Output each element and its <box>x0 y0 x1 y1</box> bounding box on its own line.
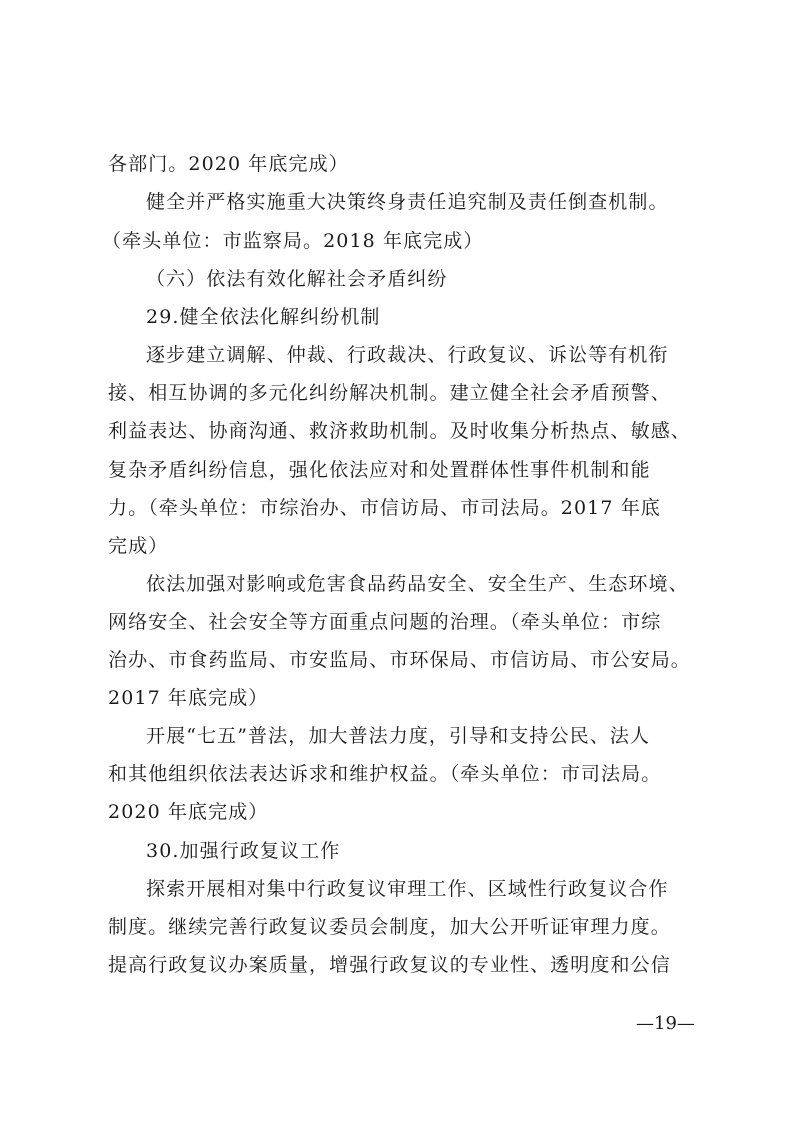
text-line: 2017 年底完成） <box>108 687 269 709</box>
text-line: 完成） <box>108 535 169 557</box>
paragraph-text: 探索开展相对集中行政复议审理工作、区域性行政复议合作 <box>146 878 669 900</box>
paragraph-text: 依法加强对影响或危害食品药品安全、安全生产、生态环境、 <box>146 573 689 595</box>
text-line: 制度。继续完善行政复议委员会制度，加大公开听证审理力度。 <box>108 916 671 938</box>
subsection-heading: 30.加强行政复议工作 <box>146 840 341 862</box>
paragraph-text: 健全并严格实施重大决策终身责任追究制及责任倒查机制。 <box>146 191 669 213</box>
section-heading: （六）依法有效化解社会矛盾纠纷 <box>146 268 448 290</box>
text-line: 复杂矛盾纠纷信息，强化依法应对和处置群体性事件机制和能 <box>108 459 651 481</box>
text-line: 利益表达、协商沟通、救济救助机制。及时收集分析热点、敏感、 <box>108 420 691 442</box>
text-line: （牵头单位：市监察局。2018 年底完成） <box>102 230 484 252</box>
text-line: 提高行政复议办案质量，增强行政复议的专业性、透明度和公信 <box>108 954 671 976</box>
text-line: 网络安全、社会安全等方面重点问题的治理。（牵头单位：市综 <box>108 611 662 633</box>
text-line: 治办、市食药监局、市安监局、市环保局、市信访局、市公安局。 <box>108 649 691 671</box>
subsection-heading: 29.健全依法化解纠纷机制 <box>146 306 381 328</box>
page-number: —19— <box>636 1013 695 1034</box>
text-line: 各部门。2020 年底完成） <box>108 153 349 175</box>
paragraph-text: 开展“七五”普法，加大普法力度，引导和支持公民、法人 <box>146 725 651 747</box>
paragraph-text: 逐步建立调解、仲裁、行政裁决、行政复议、诉讼等有机衔 <box>146 344 669 366</box>
text-line: 和其他组织依法表达诉求和维护权益。（牵头单位：市司法局。 <box>108 763 662 785</box>
text-line: 2020 年底完成） <box>108 801 269 823</box>
text-line: 力。（牵头单位：市综治办、市信访局、市司法局。2017 年底 <box>108 497 661 519</box>
text-line: 接、相互协调的多元化纠纷解决机制。建立健全社会矛盾预警、 <box>108 382 671 404</box>
